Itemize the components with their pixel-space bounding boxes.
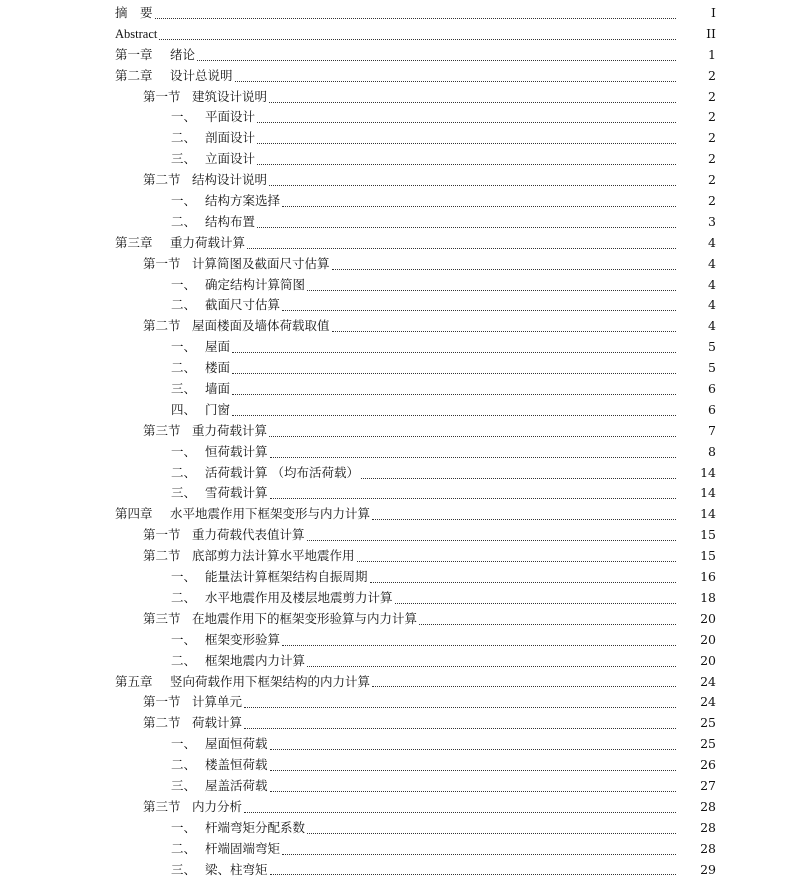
toc-entry-label: [143, 692, 242, 713]
toc-entry-number: 第二节: [143, 548, 181, 564]
toc-entry-title: 屋面恒荷载: [205, 736, 268, 752]
toc-entry-level-2[interactable]: [0, 692, 793, 713]
toc-entry-page: 5: [708, 339, 716, 355]
toc-entry-label: [143, 609, 417, 630]
toc-entry-page: 2: [708, 193, 716, 209]
toc-entry-number: 一、: [171, 443, 197, 459]
toc-entry-page: 4: [708, 255, 716, 271]
toc-entry-level-2[interactable]: [0, 525, 793, 546]
toc-entry-title: 结构布置: [205, 213, 256, 229]
toc-entry-number: 三、: [171, 381, 197, 397]
toc-entry-page: 24: [700, 673, 716, 689]
toc-entry-label: [171, 275, 305, 296]
toc-entry-title: 水平地震作用下框架变形与内力计算: [170, 506, 371, 522]
toc-entry-label: [171, 839, 280, 860]
toc-entry-page: 4: [708, 318, 716, 334]
toc-entry-number: 一、: [171, 819, 197, 835]
toc-entry-label: [171, 651, 305, 672]
toc-entry-label: [115, 24, 157, 45]
dot-leader: [232, 351, 676, 353]
toc-entry-title: 水平地震作用及楼层地震剪力计算: [205, 589, 393, 605]
dot-leader: [257, 163, 676, 165]
toc-entry-title: 楼盖恒荷载: [205, 757, 268, 773]
toc-entry-label: [143, 316, 330, 337]
toc-entry-level-3[interactable]: [0, 734, 793, 755]
dot-leader: [307, 539, 676, 541]
toc-entry-page: 15: [700, 548, 716, 564]
toc-entry-number: 第一节: [143, 88, 181, 104]
toc-entry-page: 15: [700, 527, 716, 543]
dot-leader: [372, 685, 676, 687]
dot-leader: [159, 38, 676, 40]
toc-entry-page: 6: [708, 381, 716, 397]
toc-entry-level-1[interactable]: [0, 3, 793, 24]
toc-entry-label: [171, 755, 268, 776]
toc-entry-title: 门窗: [205, 401, 231, 417]
dot-leader: [244, 706, 676, 708]
dot-leader: [257, 142, 676, 144]
toc-entry-number: 第四章: [115, 506, 153, 522]
toc-entry-page: 4: [708, 234, 716, 250]
toc-entry-level-3[interactable]: [0, 567, 793, 588]
toc-entry-title: 能量法计算框架结构自振周期: [205, 569, 368, 585]
toc-entry-level-2[interactable]: [0, 316, 793, 337]
toc-entry-label: [115, 3, 153, 24]
toc-entry-page: 24: [700, 694, 716, 710]
dot-leader: [244, 727, 676, 729]
dot-leader: [197, 59, 676, 61]
toc-entry-title: 活荷载计算 （均布活荷载）: [205, 464, 359, 480]
toc-entry-number: 二、: [171, 652, 197, 668]
toc-entry-title: 计算单元: [192, 694, 243, 710]
toc-entry-page: 26: [700, 757, 716, 773]
toc-entry-label: [171, 734, 268, 755]
toc-entry-level-2[interactable]: [0, 254, 793, 275]
toc-entry-number: 一、: [171, 736, 197, 752]
toc-entry-number: 三、: [171, 777, 197, 793]
toc-entry-page: 2: [708, 88, 716, 104]
toc-entry-label: [171, 212, 255, 233]
dot-leader: [232, 372, 676, 374]
toc-entry-title: 平面设计: [205, 109, 256, 125]
dot-leader: [270, 497, 676, 499]
toc-entry-number: 二、: [171, 213, 197, 229]
toc-entry-title: 重力荷载计算: [170, 234, 246, 250]
toc-entry-title: 结构方案选择: [205, 193, 281, 209]
dot-leader: [235, 80, 676, 82]
toc-entry-number: 第一节: [143, 694, 181, 710]
toc-entry-page: 5: [708, 360, 716, 376]
dot-leader: [232, 393, 676, 395]
toc-entry-label: [171, 295, 280, 316]
toc-entry-title: 立面设计: [205, 151, 256, 167]
toc-entry-number: 第二节: [143, 172, 181, 188]
toc-entry-number: 二、: [171, 464, 197, 480]
toc-entry-page: 4: [708, 276, 716, 292]
toc-entry-label: [143, 87, 267, 108]
toc-entry-level-3[interactable]: [0, 463, 793, 484]
toc-entry-label: [115, 66, 233, 87]
dot-leader: [270, 790, 676, 792]
toc-entry-level-3[interactable]: [0, 818, 793, 839]
toc-entry-level-1[interactable]: [0, 24, 793, 45]
toc-entry-number: 二、: [171, 757, 197, 773]
toc-entry-number: 第五章: [115, 673, 153, 689]
toc-entry-number: 第二节: [143, 318, 181, 334]
toc-entry-page: 1: [708, 46, 716, 62]
toc-entry-level-3[interactable]: [0, 191, 793, 212]
toc-entry-title: 梁、柱弯矩: [205, 861, 268, 877]
toc-entry-label: [143, 254, 330, 275]
toc-entry-number: 二、: [171, 840, 197, 856]
dot-leader: [372, 518, 676, 520]
toc-entry-number: 第一节: [143, 527, 181, 543]
toc-entry-level-2[interactable]: [0, 170, 793, 191]
toc-entry-page: 16: [700, 569, 716, 585]
toc-entry-page: 14: [700, 506, 716, 522]
toc-entry-number: 第二节: [143, 715, 181, 731]
dot-leader: [307, 832, 676, 834]
toc-entry-number: 二、: [171, 130, 197, 146]
dot-leader: [269, 101, 676, 103]
toc-entry-level-2[interactable]: [0, 87, 793, 108]
dot-leader: [269, 435, 676, 437]
toc-entry-title: 楼面: [205, 360, 231, 376]
toc-entry-label: [171, 818, 305, 839]
dot-leader: [307, 665, 676, 667]
toc-entry-level-1[interactable]: [0, 66, 793, 87]
toc-entry-page: 25: [700, 736, 716, 752]
dot-leader: [282, 853, 676, 855]
dot-leader: [270, 748, 676, 750]
toc-entry-level-3[interactable]: [0, 337, 793, 358]
toc-entry-page: 29: [700, 861, 716, 877]
toc-entry-level-3[interactable]: [0, 358, 793, 379]
toc-entry-level-3[interactable]: [0, 128, 793, 149]
toc-entry-level-3[interactable]: [0, 275, 793, 296]
toc-entry-number: 二、: [171, 360, 197, 376]
toc-entry-number: 一、: [171, 631, 197, 647]
toc-entry-page: 2: [708, 172, 716, 188]
toc-entry-page: 3: [708, 213, 716, 229]
toc-entry-page: 2: [708, 109, 716, 125]
toc-entry-title: Abstract: [115, 26, 158, 41]
toc-entry-title: 杆端固端弯矩: [205, 840, 281, 856]
toc-entry-title: 设计总说明: [170, 67, 233, 83]
toc-entry-level-3[interactable]: [0, 588, 793, 609]
toc-entry-level-3[interactable]: [0, 860, 793, 880]
dot-leader: [247, 247, 676, 249]
toc-entry-number: 一、: [171, 276, 197, 292]
toc-entry-label: [143, 713, 242, 734]
toc-entry-level-3[interactable]: [0, 483, 793, 504]
toc-entry-title: 结构设计说明: [192, 172, 268, 188]
toc-entry-title: 内力分析: [192, 798, 243, 814]
toc-entry-level-1[interactable]: [0, 672, 793, 693]
dot-leader: [419, 623, 676, 625]
toc-entry-title: 底部剪力法计算水平地震作用: [192, 548, 355, 564]
toc-entry-title: 框架变形验算: [205, 631, 281, 647]
toc-entry-label: [115, 45, 195, 66]
toc-entry-number: 第一节: [143, 255, 181, 271]
dot-leader: [370, 581, 676, 583]
toc-entry-title: 确定结构计算简图: [205, 276, 306, 292]
toc-entry-level-3[interactable]: [0, 149, 793, 170]
toc-entry-label: [171, 191, 280, 212]
toc-entry-level-3[interactable]: [0, 212, 793, 233]
toc-entry-level-2[interactable]: [0, 713, 793, 734]
toc-entry-label: [171, 463, 359, 484]
toc-entry-number: 一、: [171, 109, 197, 125]
toc-entry-number: 三、: [171, 485, 197, 501]
toc-entry-label: [171, 358, 230, 379]
toc-entry-page: 27: [700, 777, 716, 793]
toc-entry-page: 20: [700, 652, 716, 668]
toc-entry-number: 第三节: [143, 610, 181, 626]
toc-entry-page: 18: [700, 589, 716, 605]
dot-leader: [395, 602, 676, 604]
toc-entry-label: [171, 588, 393, 609]
toc-entry-number: 二、: [171, 589, 197, 605]
toc-entry-label: [143, 546, 355, 567]
toc-entry-label: [143, 421, 267, 442]
toc-entry-label: [171, 149, 255, 170]
dot-leader: [361, 477, 676, 479]
dot-leader: [232, 414, 676, 416]
dot-leader: [282, 644, 676, 646]
dot-leader: [282, 205, 676, 207]
toc-entry-title: 恒荷载计算: [205, 443, 268, 459]
toc-entry-level-3[interactable]: [0, 839, 793, 860]
toc-entry-label: [171, 337, 230, 358]
toc-entry-title: 荷载计算: [192, 715, 243, 731]
toc-entry-level-1[interactable]: [0, 504, 793, 525]
toc-entry-page: 20: [700, 610, 716, 626]
dot-leader: [270, 456, 676, 458]
toc-entry-level-3[interactable]: [0, 379, 793, 400]
toc-entry-page: 7: [708, 422, 716, 438]
toc-entry-page: 8: [708, 443, 716, 459]
toc-entry-label: [143, 170, 267, 191]
dot-leader: [269, 184, 676, 186]
dot-leader: [257, 226, 676, 228]
toc-entry-label: [143, 797, 242, 818]
toc-entry-level-3[interactable]: [0, 755, 793, 776]
toc-entry-title: 竖向荷载作用下框架结构的内力计算: [170, 673, 371, 689]
toc-entry-label: [115, 504, 370, 525]
toc-entry-title: 框架地震内力计算: [205, 652, 306, 668]
toc-entry-label: [115, 233, 245, 254]
toc-entry-title: 雪荷载计算: [205, 485, 268, 501]
toc-entry-label: [171, 400, 230, 421]
toc-entry-level-3[interactable]: [0, 442, 793, 463]
toc-entry-label: [171, 567, 368, 588]
toc-entry-label: [143, 525, 305, 546]
toc-entry-label: [171, 107, 255, 128]
toc-entry-page: 28: [700, 819, 716, 835]
toc-entry-page: 6: [708, 401, 716, 417]
toc-entry-level-3[interactable]: [0, 400, 793, 421]
toc-entry-page: 28: [700, 840, 716, 856]
toc-entry-level-2[interactable]: [0, 421, 793, 442]
toc-entry-number: 第一章: [115, 46, 153, 62]
dot-leader: [270, 873, 676, 875]
toc-entry-title: 绪论: [170, 46, 196, 62]
dot-leader: [257, 121, 676, 123]
toc-entry-label: [115, 672, 370, 693]
toc-entry-number: 一、: [171, 569, 197, 585]
dot-leader: [357, 560, 676, 562]
dot-leader: [155, 17, 676, 19]
toc-entry-level-1[interactable]: [0, 233, 793, 254]
toc-entry-level-3[interactable]: [0, 651, 793, 672]
toc-entry-page: 25: [700, 715, 716, 731]
toc-entry-number: 四、: [171, 401, 197, 417]
toc-entry-title: 摘 要: [115, 5, 153, 20]
toc-entry-number: 第三章: [115, 234, 153, 250]
toc-entry-page: 20: [700, 631, 716, 647]
toc-entry-label: [171, 776, 268, 797]
toc-entry-number: 一、: [171, 193, 197, 209]
toc-entry-title: 建筑设计说明: [192, 88, 268, 104]
toc-entry-label: [171, 630, 280, 651]
toc-entry-number: 第三节: [143, 422, 181, 438]
toc-entry-title: 墙面: [205, 381, 231, 397]
toc-entry-level-2[interactable]: [0, 546, 793, 567]
toc-entry-level-2[interactable]: [0, 609, 793, 630]
toc-entry-page: 28: [700, 798, 716, 814]
toc-entry-label: [171, 442, 268, 463]
toc-entry-number: 第二章: [115, 67, 153, 83]
toc-entry-title: 屋盖活荷载: [205, 777, 268, 793]
toc-entry-title: 重力荷载计算: [192, 422, 268, 438]
toc-entry-level-3[interactable]: [0, 776, 793, 797]
toc-entry-page: II: [706, 25, 716, 41]
toc-entry-title: 剖面设计: [205, 130, 256, 146]
toc-entry-page: 14: [700, 464, 716, 480]
table-of-contents: [0, 3, 793, 880]
toc-entry-label: [171, 483, 268, 504]
toc-entry-page: 2: [708, 151, 716, 167]
toc-entry-level-2[interactable]: [0, 797, 793, 818]
toc-entry-page: 2: [708, 67, 716, 83]
toc-entry-title: 计算简图及截面尺寸估算: [192, 255, 330, 271]
toc-entry-page: 14: [700, 485, 716, 501]
toc-entry-number: 一、: [171, 339, 197, 355]
toc-entry-level-3[interactable]: [0, 295, 793, 316]
toc-entry-level-3[interactable]: [0, 630, 793, 651]
dot-leader: [332, 268, 676, 270]
toc-entry-title: 屋面楼面及墙体荷载取值: [192, 318, 330, 334]
toc-entry-page: I: [711, 5, 716, 20]
toc-entry-label: [171, 860, 268, 880]
toc-entry-title: 在地震作用下的框架变形验算与内力计算: [192, 610, 418, 626]
dot-leader: [282, 309, 676, 311]
dot-leader: [244, 811, 676, 813]
toc-entry-number: 三、: [171, 151, 197, 167]
toc-entry-title: 截面尺寸估算: [205, 297, 281, 313]
toc-entry-number: 第三节: [143, 798, 181, 814]
dot-leader: [332, 330, 676, 332]
toc-entry-level-3[interactable]: [0, 107, 793, 128]
toc-entry-label: [171, 128, 255, 149]
toc-entry-label: [171, 379, 230, 400]
toc-entry-title: 屋面: [205, 339, 231, 355]
toc-entry-number: 二、: [171, 297, 197, 313]
toc-entry-level-1[interactable]: [0, 45, 793, 66]
dot-leader: [270, 769, 676, 771]
toc-entry-page: 2: [708, 130, 716, 146]
toc-entry-number: 三、: [171, 861, 197, 877]
dot-leader: [307, 289, 676, 291]
toc-entry-title: 杆端弯矩分配系数: [205, 819, 306, 835]
toc-entry-page: 4: [708, 297, 716, 313]
toc-entry-title: 重力荷载代表值计算: [192, 527, 305, 543]
